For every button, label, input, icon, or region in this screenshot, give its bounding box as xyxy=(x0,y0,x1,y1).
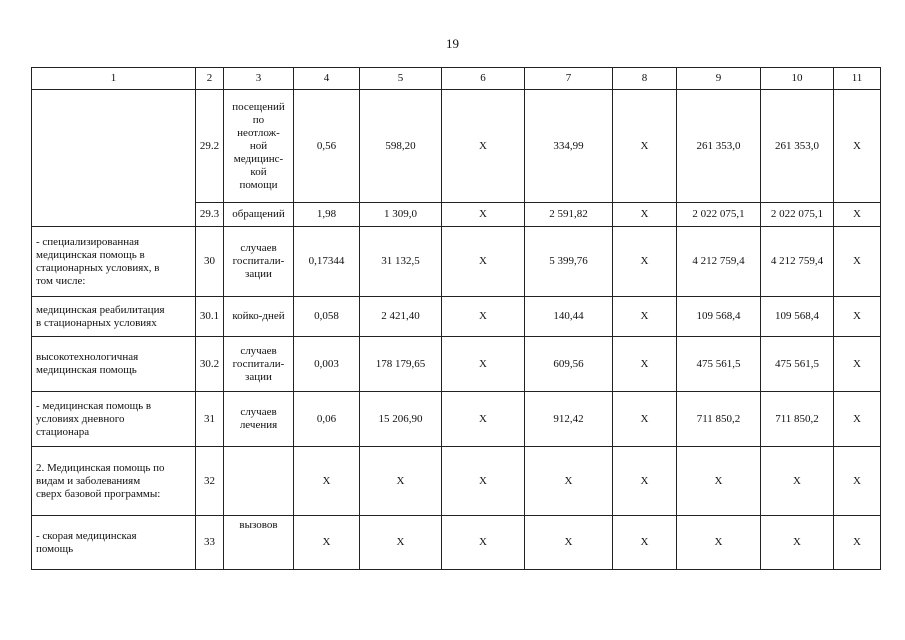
row-name-cell xyxy=(32,90,196,227)
value-cell: 109 568,4 xyxy=(677,297,761,337)
column-header: 3 xyxy=(224,68,294,90)
row-name-cell: - специализированная медицинская помощь в стационарных условиях, в том числе: xyxy=(32,227,196,297)
value-cell: Х xyxy=(360,516,442,570)
value-cell: Х xyxy=(834,516,881,570)
value-cell: Х xyxy=(613,337,677,392)
value-cell: Х xyxy=(834,297,881,337)
unit-cell: случаев госпитали- зации xyxy=(224,227,294,297)
value-cell: Х xyxy=(525,516,613,570)
table-row xyxy=(32,90,881,203)
table-row xyxy=(32,227,881,297)
value-cell: 261 353,0 xyxy=(677,90,761,203)
value-cell: Х xyxy=(442,227,525,297)
value-cell: 178 179,65 xyxy=(360,337,442,392)
table-row xyxy=(32,297,881,337)
value-cell: 2 022 075,1 xyxy=(677,203,761,227)
value-cell: Х xyxy=(442,447,525,516)
value-cell: Х xyxy=(442,392,525,447)
value-cell: 2 421,40 xyxy=(360,297,442,337)
header-row xyxy=(32,68,881,90)
value-cell: Х xyxy=(442,337,525,392)
value-cell: Х xyxy=(834,392,881,447)
row-code-cell: 30.2 xyxy=(196,337,224,392)
unit-cell: обращений xyxy=(224,203,294,227)
value-cell: Х xyxy=(834,447,881,516)
column-header: 8 xyxy=(613,68,677,90)
column-header: 1 xyxy=(32,68,196,90)
value-cell: 0,003 xyxy=(294,337,360,392)
row-code-cell: 30 xyxy=(196,227,224,297)
value-cell: Х xyxy=(613,227,677,297)
value-cell: 609,56 xyxy=(525,337,613,392)
value-cell: Х xyxy=(613,447,677,516)
value-cell: 4 212 759,4 xyxy=(761,227,834,297)
table-row xyxy=(32,516,881,570)
value-cell: 140,44 xyxy=(525,297,613,337)
row-code-cell: 29.3 xyxy=(196,203,224,227)
value-cell: 0,56 xyxy=(294,90,360,203)
value-cell: Х xyxy=(613,516,677,570)
unit-cell: случаев лечения xyxy=(224,392,294,447)
column-header: 10 xyxy=(761,68,834,90)
value-cell: 261 353,0 xyxy=(761,90,834,203)
value-cell: Х xyxy=(294,447,360,516)
value-cell: Х xyxy=(613,392,677,447)
value-cell: 0,17344 xyxy=(294,227,360,297)
row-code-cell: 31 xyxy=(196,392,224,447)
value-cell: 1,98 xyxy=(294,203,360,227)
row-code-cell: 30.1 xyxy=(196,297,224,337)
table-row xyxy=(32,337,881,392)
value-cell: Х xyxy=(761,447,834,516)
value-cell: Х xyxy=(525,447,613,516)
unit-cell: случаев госпитали- зации xyxy=(224,337,294,392)
unit-cell xyxy=(224,447,294,516)
row-name-cell: высокотехнологичная медицинская помощь xyxy=(32,337,196,392)
unit-cell: койко-дней xyxy=(224,297,294,337)
column-header: 11 xyxy=(834,68,881,90)
column-header: 2 xyxy=(196,68,224,90)
row-name-cell: - скорая медицинская помощь xyxy=(32,516,196,570)
value-cell: Х xyxy=(442,516,525,570)
value-cell: Х xyxy=(677,516,761,570)
value-cell: 598,20 xyxy=(360,90,442,203)
row-code-cell: 32 xyxy=(196,447,224,516)
column-header: 7 xyxy=(525,68,613,90)
value-cell: Х xyxy=(834,203,881,227)
row-name-cell: 2. Медицинская помощь по видам и заболеваниям сверх базовой программы: xyxy=(32,447,196,516)
column-header: 9 xyxy=(677,68,761,90)
value-cell: 1 309,0 xyxy=(360,203,442,227)
row-name-cell: медицинская реабилитация в стационарных условиях xyxy=(32,297,196,337)
value-cell: 475 561,5 xyxy=(677,337,761,392)
value-cell: Х xyxy=(613,297,677,337)
value-cell: Х xyxy=(834,337,881,392)
value-cell: 15 206,90 xyxy=(360,392,442,447)
table-row xyxy=(32,392,881,447)
value-cell: 2 591,82 xyxy=(525,203,613,227)
value-cell: 5 399,76 xyxy=(525,227,613,297)
column-header: 6 xyxy=(442,68,525,90)
value-cell: Х xyxy=(442,203,525,227)
row-code-cell: 33 xyxy=(196,516,224,570)
row-code-cell: 29.2 xyxy=(196,90,224,203)
value-cell: 475 561,5 xyxy=(761,337,834,392)
unit-cell: посещений по неотлож- ной медицинс- кой помощи xyxy=(224,90,294,203)
value-cell: Х xyxy=(677,447,761,516)
value-cell: 334,99 xyxy=(525,90,613,203)
value-cell: 912,42 xyxy=(525,392,613,447)
data-table xyxy=(31,67,881,570)
value-cell: Х xyxy=(360,447,442,516)
value-cell: 4 212 759,4 xyxy=(677,227,761,297)
value-cell: Х xyxy=(834,227,881,297)
value-cell: Х xyxy=(613,90,677,203)
value-cell: Х xyxy=(294,516,360,570)
column-header: 4 xyxy=(294,68,360,90)
column-header: 5 xyxy=(360,68,442,90)
value-cell: 2 022 075,1 xyxy=(761,203,834,227)
value-cell: 711 850,2 xyxy=(677,392,761,447)
table-row xyxy=(32,447,881,516)
value-cell: 711 850,2 xyxy=(761,392,834,447)
unit-cell: вызовов xyxy=(224,516,294,570)
value-cell: Х xyxy=(834,90,881,203)
value-cell: Х xyxy=(442,90,525,203)
value-cell: Х xyxy=(761,516,834,570)
row-name-cell: - медицинская помощь в условиях дневного стационара xyxy=(32,392,196,447)
value-cell: 109 568,4 xyxy=(761,297,834,337)
value-cell: 0,058 xyxy=(294,297,360,337)
value-cell: 31 132,5 xyxy=(360,227,442,297)
page-number: 19 xyxy=(446,36,459,51)
value-cell: Х xyxy=(613,203,677,227)
value-cell: Х xyxy=(442,297,525,337)
value-cell: 0,06 xyxy=(294,392,360,447)
